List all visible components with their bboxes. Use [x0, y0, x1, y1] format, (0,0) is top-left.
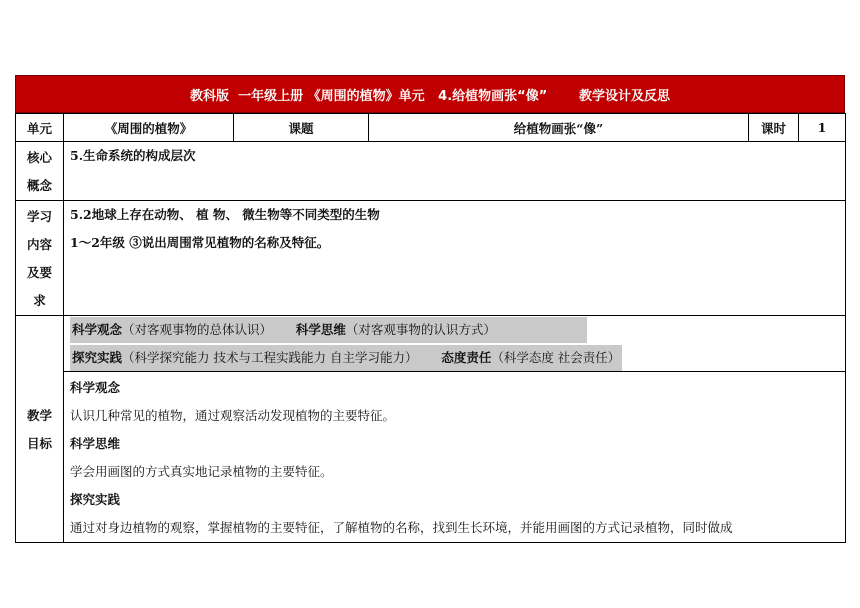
goals-label-line: 教学: [26, 408, 52, 423]
objective-text: 通过对身边植物的观察，掌握植物的主要特征，了解植物的名称，找到生长环境，并能用画图的方式记录植物，同时做成: [70, 520, 733, 535]
learning-row: [16, 201, 846, 316]
goals-label: [16, 316, 64, 543]
learning-content: [64, 201, 846, 316]
competency-row-2: [64, 343, 845, 371]
learning-line: 5.2地球上存在动物、 植 物、 微生物等不同类型的生物: [70, 207, 380, 222]
goals-label-line: 目标: [26, 436, 52, 451]
goals-content: [64, 316, 846, 543]
competency-highlight: [70, 345, 622, 371]
objective-text: 认识几种常见的植物，通过观察活动发现植物的主要特征。: [70, 408, 396, 423]
competency-highlight: [70, 317, 587, 343]
learning-label-line: 学习: [26, 209, 52, 224]
goals-row: [16, 316, 846, 543]
learning-label: [16, 201, 64, 316]
core-concept-label: [16, 142, 64, 201]
competency-title: 态度责任: [441, 350, 492, 365]
competency-desc: （科学态度 社会责任）: [491, 350, 621, 365]
learning-label-line: 内容: [26, 237, 52, 252]
objective-text: 学会用画图的方式真实地记录植物的主要特征。: [70, 464, 333, 479]
unit-value: 《周围的植物》: [64, 114, 234, 142]
competency-desc: （科学探究能力 技术与工程实践能力 自主学习能力）: [122, 350, 418, 365]
unit-label: 单元: [16, 114, 64, 142]
document-title-banner: 教科版 一年级上册 《周围的植物》单元 4.给植物画张“像” 教学设计及反思: [15, 75, 845, 113]
competency-title: 探究实践: [72, 350, 123, 365]
goals-objectives: [64, 371, 845, 542]
objective-heading: 探究实践: [70, 492, 121, 507]
competency-title: 科学思维: [295, 322, 346, 337]
core-concept-row: [16, 142, 846, 201]
period-label: 课时: [749, 114, 799, 142]
learning-label-line: 及要: [26, 265, 52, 280]
lesson-plan-table: [15, 113, 846, 543]
core-concept-content: 5.生命系统的构成层次: [64, 142, 846, 201]
topic-value: 给植物画张“像”: [369, 114, 749, 142]
header-row: [16, 114, 846, 142]
topic-label: 课题: [234, 114, 369, 142]
competency-desc: （对客观事物的认识方式）: [345, 322, 496, 337]
learning-line: 1～2年级 ③说出周围常见植物的名称及特征。: [70, 235, 330, 250]
core-concept-label-line: 核心: [26, 150, 52, 165]
competency-row-1: [64, 316, 845, 343]
core-concept-label-line: 概念: [26, 178, 52, 193]
objective-heading: 科学观念: [70, 380, 121, 395]
objective-heading: 科学思维: [70, 436, 121, 451]
period-value: 1: [799, 114, 846, 142]
competency-title: 科学观念: [72, 322, 123, 337]
learning-label-line: 求: [33, 293, 46, 308]
competency-desc: （对客观事物的总体认识）: [122, 322, 273, 337]
